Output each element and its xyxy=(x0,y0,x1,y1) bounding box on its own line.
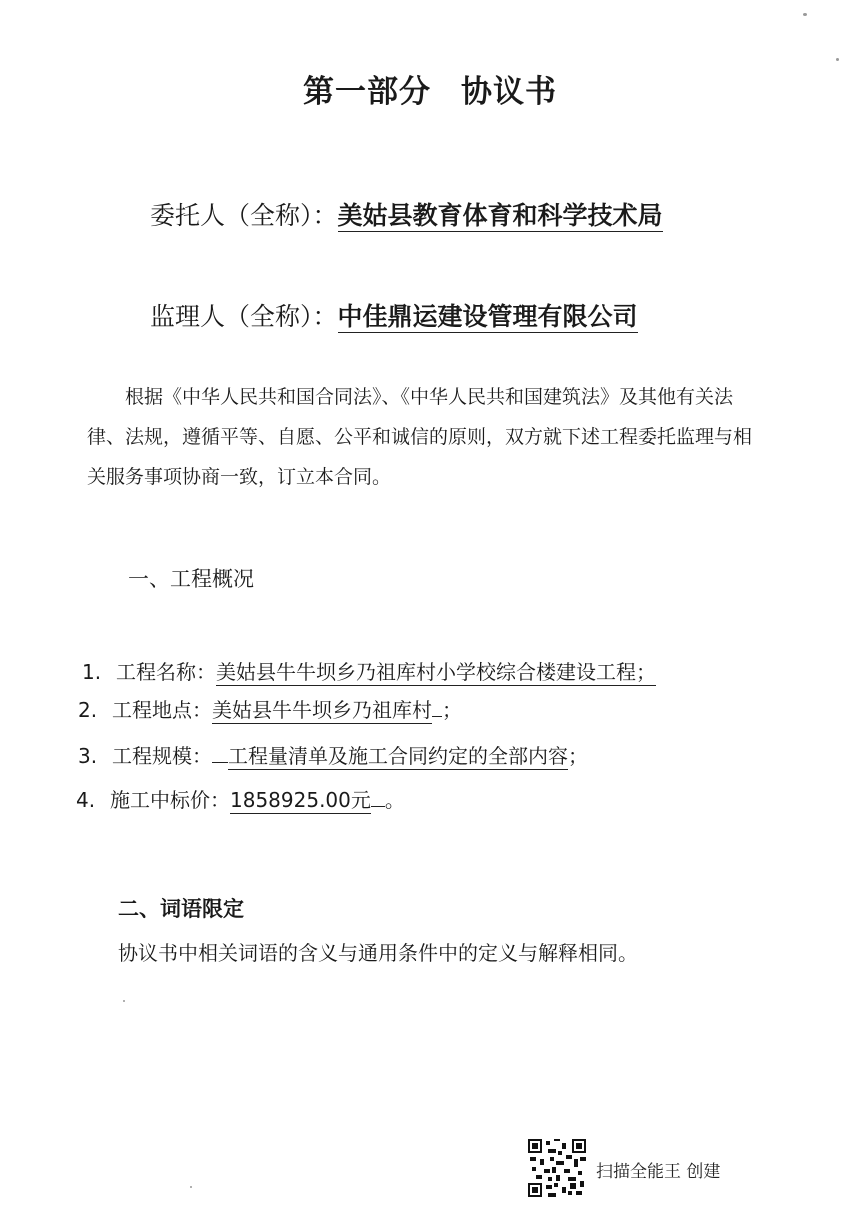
item-number: 1. xyxy=(82,660,102,684)
item-value: 美姑县牛牛坝乡乃祖库村 xyxy=(212,698,432,722)
client-line xyxy=(150,196,663,232)
section-1-heading: 一、工程概况 xyxy=(128,567,254,591)
item-end: ； xyxy=(636,660,656,684)
item-project-name xyxy=(82,656,656,685)
item-label: 施工中标价： xyxy=(110,788,230,812)
item-value: 1858925.00元 xyxy=(230,788,371,812)
client-name: 美姑县教育体育和科学技术局 xyxy=(337,201,663,230)
page-title xyxy=(0,66,860,111)
preamble-line-3: 关服务事项协商一致，订立本合同。 xyxy=(87,466,392,488)
item-number: 2. xyxy=(78,698,98,722)
scanner-watermark: 扫描全能王 创建 xyxy=(596,1162,721,1182)
item-number: 4. xyxy=(76,788,96,812)
supervisor-line xyxy=(150,297,638,333)
title-part: 第一部分 xyxy=(303,74,431,110)
qr-code-icon xyxy=(528,1139,586,1197)
item-project-scale xyxy=(78,740,588,769)
item-project-location xyxy=(78,694,462,723)
preamble-line-1: 根据《中华人民共和国合同法》、《中华人民共和国建筑法》及其他有关法 xyxy=(125,386,734,408)
scan-speck xyxy=(190,1186,192,1188)
supervisor-label: 监理人（全称）： xyxy=(150,302,338,331)
item-label: 工程规模： xyxy=(112,744,212,768)
scan-speck xyxy=(836,58,839,61)
item-label: 工程名称： xyxy=(116,660,216,684)
item-bid-price xyxy=(76,784,405,813)
scan-speck xyxy=(123,1000,125,1002)
item-value: 美姑县牛牛坝乡乃祖库村小学校综合楼建设工程 xyxy=(216,660,636,684)
item-value: 工程量清单及施工合同约定的全部内容 xyxy=(228,744,568,768)
supervisor-name: 中佳鼎运建设管理有限公司 xyxy=(337,302,638,331)
client-label: 委托人（全称）： xyxy=(150,201,338,230)
scan-speck xyxy=(803,13,807,16)
title-name: 协议书 xyxy=(461,74,557,110)
section-2-heading: 二、词语限定 xyxy=(118,897,244,921)
item-end: ； xyxy=(568,744,588,768)
item-end: ； xyxy=(442,698,462,722)
section-2-text: 协议书中相关词语的含义与通用条件中的定义与解释相同。 xyxy=(118,941,638,965)
preamble-line-2: 律、法规，遵循平等、自愿、公平和诚信的原则，双方就下述工程委托监理与相 xyxy=(87,426,753,448)
item-number: 3. xyxy=(78,744,98,768)
item-label: 工程地点： xyxy=(112,698,212,722)
item-end: 。 xyxy=(384,788,405,812)
